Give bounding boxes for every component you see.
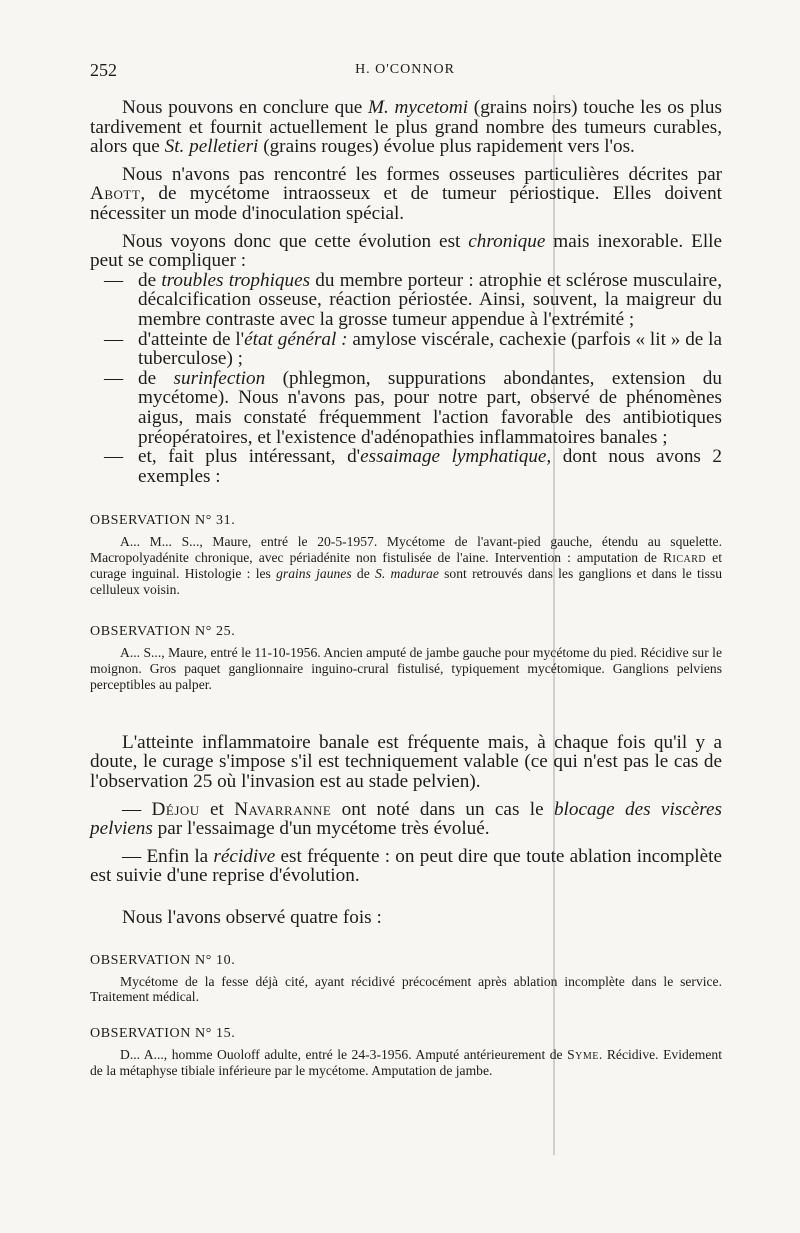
observation-15-text: D... A..., homme Ouoloff adulte, entré le 24-3-1956. Amputé antérieurement de Syme. Récidive. Evidement de la métaphyse tibiale inférieure par le mycétome. Amputation de jambe.: [90, 1047, 722, 1078]
page-number: 252: [90, 60, 117, 80]
observation-15-title: OBSERVATION N° 15.: [90, 1026, 236, 1042]
page-header: [90, 60, 720, 84]
list-item-lymphatic: — et, fait plus intéressant, d'essaimage lymphatique, dont nous avons 2 exemples :: [104, 446, 722, 487]
paragraph-inflammatory: L'atteinte inflammatoire banale est fréquente mais, à chaque fois qu'il y a doute, le curage s'impose s'il est techniquement valable (ce qui n'est pas le cas de l'observation 25 où l'invasion est au stade pelvien).: [90, 731, 722, 793]
list-item-superinfection: — de surinfection (phlegmon, suppurations abondantes, extension du mycétome). Nous n'avons pas, pour notre part, observé de phénomènes aigus, mais constaté fréquemment l'action favorable des antibiotiques préopératoires, et l'existence d'adénopathies inflammatoires banales ;: [104, 367, 722, 448]
paragraph-pelvic-block: — Déjou et Navarranne ont noté dans un cas le blocage des viscères pelviens par l'essaimage d'un mycétome très évolué.: [90, 798, 723, 840]
observation-25-title: OBSERVATION N° 25.: [90, 624, 236, 640]
list-item-trophic: — de troubles trophiques du membre porteur : atrophie et sclérose musculaire, décalcification osseuse, réaction périostée. Ainsi, souvent, la maigreur du membre contraste avec la grosse tumeur appendue à l'extrémité ;: [104, 269, 722, 330]
paragraph-observed-four: Nous l'avons observé quatre fois :: [122, 907, 382, 929]
paragraph-conclusion: Nous pouvons en conclure que M. mycetomi (grains noirs) touche les os plus tardivement et fournit actuellement le plus grand nombre des tumeurs curables, alors que St. pelletieri (grains rouges) évolue plus rapidement vers l'os.: [90, 97, 722, 158]
observation-10-text: Mycétome de la fesse déjà cité, ayant récidivé précocément après ablation incomplète dans le service. Traitement médical.: [90, 973, 722, 1005]
observation-31-text: A... M... S..., Maure, entré le 20-5-1957. Mycétome de l'avant-pied gauche, étendu au squelette. Macropolyadénite chronique, avec périadénite non fistulisée de l'aine. Intervention : amputation de Ricard et curage inguinal. Histologie : les grains jaunes de S. madurae sont retrouvés dans les ganglions et dans le tissu celluleux voisin.: [90, 534, 722, 597]
body-text: [90, 98, 722, 1079]
paragraph-recurrence: — Enfin la récidive est fréquente : on peut dire que toute ablation incomplète est suivie d'une reprise d'évolution.: [90, 845, 722, 887]
running-head: H. O'CONNOR: [355, 62, 455, 77]
observation-10-title: OBSERVATION N° 10.: [90, 952, 236, 968]
paragraph-osseous-forms: Nous n'avons pas rencontré les formes osseuses particulières décrites par Abott, de mycétome intraosseux et de tumeur périostique. Elles doivent nécessiter un mode d'inoculation spécial.: [90, 163, 722, 224]
observation-25-text: A... S..., Maure, entré le 11-10-1956. Ancien amputé de jambe gauche pour mycétome du pied. Récidive sur le moignon. Gros paquet ganglionnaire inguino-crural fistulisé, typiquement mycétomique. Ganglions pelviens perceptibles au palper.: [90, 645, 722, 693]
observation-31-title: OBSERVATION N° 31.: [90, 513, 236, 529]
list-item-general-state: — d'atteinte de l'état général : amylose viscérale, cachexie (parfois « lit » de la tuberculose) ;: [104, 328, 722, 370]
paragraph-evolution: Nous voyons donc que cette évolution est chronique mais inexorable. Elle peut se compliquer :: [90, 230, 722, 272]
